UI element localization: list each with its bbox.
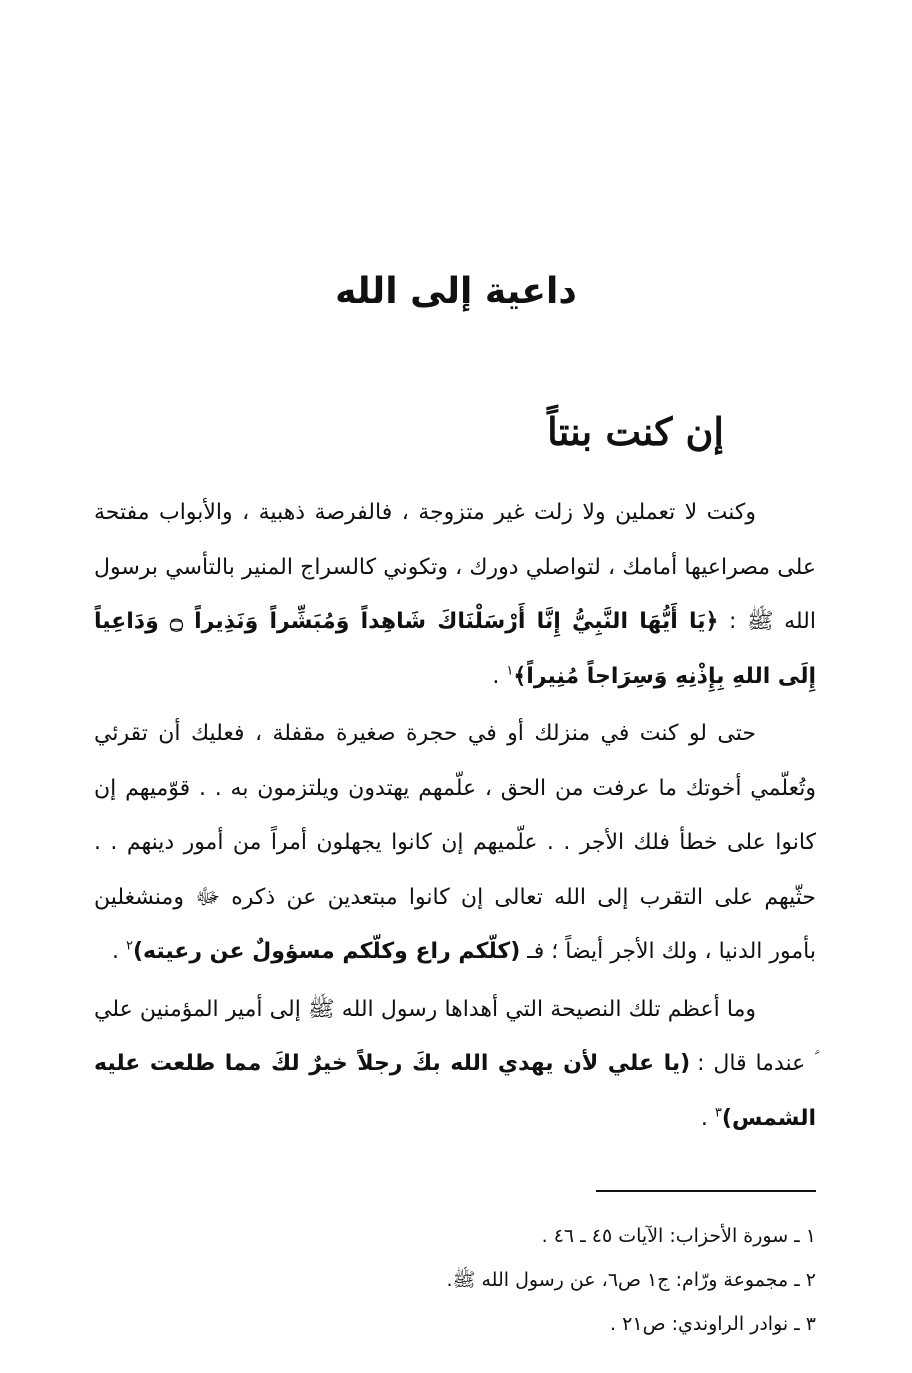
section-subtitle: إن كنت بنتاً bbox=[547, 409, 724, 454]
paragraph-text: وكنت لا تعملين ولا زلت غير متزوجة ، فالفرصة ذهبية ، والأبواب مفتحة على مصراعيها أمامك ، لتواصلي دورك ، وتكوني كالسراج المنير بالتأسي برسول الله ﷺ : bbox=[94, 500, 816, 634]
body-text bbox=[94, 486, 816, 1149]
footnote-item bbox=[94, 1302, 816, 1346]
paragraph-text: حتى لو كنت في منزلك أو في حجرة صغيرة مقفلة ، فعليك أن تقرئي وتُعلّمي أخوتك ما عرفت من الحق ، علّمهم يهتدون ويلتزمون به . . قوّميهم إن كانوا على خطأ فلك الأجر . . علّميهم إن كانوا يجهلون أمراً من أمور دينهم . . حثّيهم على التقرب إلى الله تعالى إن كانوا مبتعدين عن ذكره ﷻ ومنشغلين بأمور الدنيا ، ولك الأجر أيضاً ؛ فـ bbox=[94, 721, 816, 964]
footnote-separator bbox=[596, 1190, 816, 1192]
footnote-item bbox=[94, 1214, 816, 1258]
paragraph-end: . bbox=[700, 1105, 715, 1131]
footnotes-list bbox=[94, 1214, 816, 1346]
footnote-number: ٣ ـ bbox=[794, 1313, 816, 1335]
paragraph-text: وما أعظم تلك النصيحة التي أهداها رسول الله ﷺ إلى أمير المؤمنين علي ؑ عندما قال : bbox=[94, 996, 816, 1076]
quran-quote: ﴿يَا أَيُّهَا النَّبِيُّ إِنَّا أَرْسَلْنَاكَ شَاهِداً وَمُبَشِّراً وَنَذِيراً ۝ وَدَاعِياً إِلَى اللهِ بِإِذْنِهِ وَسِرَاجاً مُنِيراً﴾ bbox=[94, 609, 816, 689]
paragraph-end: . bbox=[111, 939, 126, 964]
paragraph-2 bbox=[94, 707, 816, 980]
paragraph-3 bbox=[94, 983, 816, 1147]
footnote-ref: ٢ bbox=[125, 938, 133, 954]
paragraph-1 bbox=[94, 486, 816, 704]
footnote-text: مجموعة ورّام: ج١ ص٦، عن رسول الله ﷺ. bbox=[446, 1269, 789, 1291]
footnote-text: نوادر الراوندي: ص٢١ . bbox=[610, 1313, 789, 1335]
paragraph-end: . bbox=[492, 663, 507, 689]
footnote-number: ٢ ـ bbox=[794, 1269, 816, 1291]
footnote-item bbox=[94, 1258, 816, 1302]
hadith-quote: (يا علي لأن يهدي الله بكَ رجلاً خيرٌ لكَ مما طلعت عليه الشمس) bbox=[94, 1051, 816, 1131]
footnote-ref: ٣ bbox=[714, 1105, 722, 1121]
footnote-text: سورة الأحزاب: الآيات ٤٥ ـ ٤٦ . bbox=[541, 1225, 789, 1247]
footnote-ref: ١ bbox=[506, 663, 514, 679]
hadith-quote: (كلّكم راع وكلّكم مسؤولٌ عن رعيته) bbox=[132, 939, 521, 964]
page-title: داعية إلى الله bbox=[335, 271, 577, 312]
footnote-number: ١ ـ bbox=[794, 1225, 816, 1247]
